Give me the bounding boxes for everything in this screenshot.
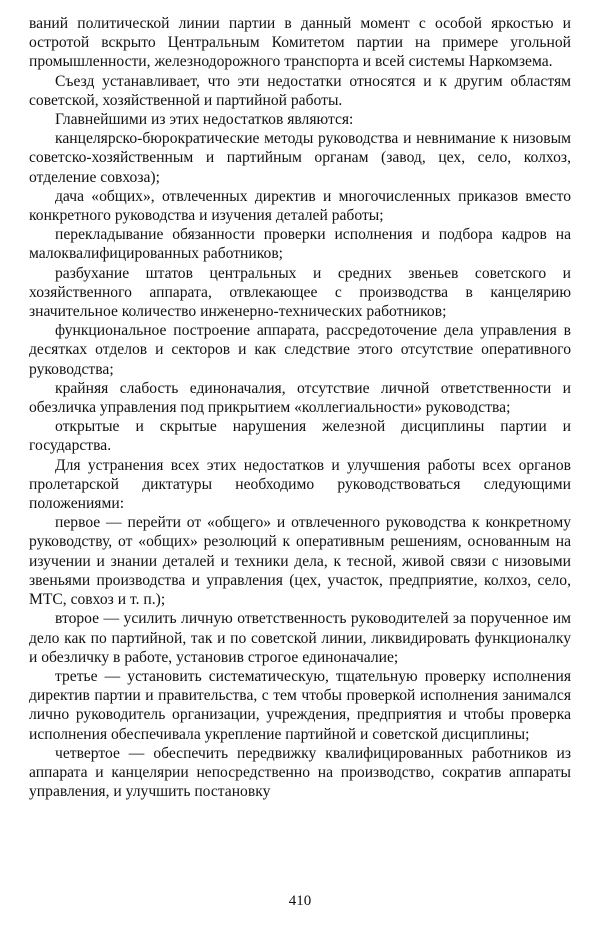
body-text [29, 14, 571, 801]
list-item: четвертое — обеспечить передвижку квалифицированных работников из аппарата и канцелярии непосредственно на производство, сократив аппараты управления, и улучшить постановку [29, 744, 571, 801]
list-item: функциональное построение аппарата, рассредоточение дела управления в десятках отделов и секторов и как следствие этого отсутствие оперативного руководства; [29, 322, 571, 378]
list-item: второе — усилить личную ответственность руководителей за порученное им дело как по партийной, так и по советской линии, ликвидировать функционалку и обезличку в работе, установив строгое единоначалие; [29, 610, 571, 666]
paragraph: Для устранения всех этих недостатков и улучшения работы всех органов пролетарской диктатуры необходимо руководствоваться следующими положениями: [29, 456, 571, 513]
list-item: первое — перейти от «общего» и отвлеченного руководства к конкретному руководству, от «общих» резолюций к оперативным решениям, основанным на изучении и знании деталей и техники дела, к тесной, живой связи с низовыми звеньями производства и управления (цех, участок, предприятие, колхоз, село, МТС, совхоз и т. п.); [29, 514, 571, 609]
list-item: канцелярско-бюрократические методы руководства и невнимание к низовым советско-хозяйственным и партийным органам (завод, цех, село, колхоз, отделение совхоза); [29, 130, 571, 186]
list-item: третье — установить систематическую, тщательную проверку исполнения директив партии и правительства, с тем чтобы проверкой исполнения занимался лично руководитель организации, учреждения, предприятия и чтобы проверка исполнения обеспечивала укрепление партийной и советской дисциплины; [29, 667, 571, 743]
list-item: открытые и скрытые нарушения железной дисциплины партии и государства. [29, 418, 571, 455]
paragraph: Главнейшими из этих недостатков являются: [55, 111, 354, 129]
paragraph-continuation: ваний политической линии партии в данный момент с особой яркостью и остротой вскрыто Центральным Комитетом партии на примере угольной промышленности, железнодорожного транспорта и всей системы Наркомзема. [29, 15, 571, 71]
paragraph: Съезд устанавливает, что эти недостатки относятся и к другим областям советской, хозяйственной и партийной работы. [29, 72, 571, 109]
list-item: дача «общих», отвлеченных директив и многочисленных приказов вместо конкретного руководства и изучения деталей работы; [29, 187, 571, 225]
list-item: разбухание штатов центральных и средних звеньев советского и хозяйственного аппарата, отвлекающее с производства в канцелярию значительное количество инженерно-технических работников; [29, 264, 571, 321]
list-item: перекладывание обязанности проверки исполнения и подбора кадров на малоквалифицированных работников; [29, 226, 571, 263]
page-number: 410 [288, 893, 312, 909]
list-item: крайняя слабость единоначалия, отсутствие личной ответственности и обезличка управления под прикрытием «коллегиальности» руководства; [29, 379, 571, 417]
